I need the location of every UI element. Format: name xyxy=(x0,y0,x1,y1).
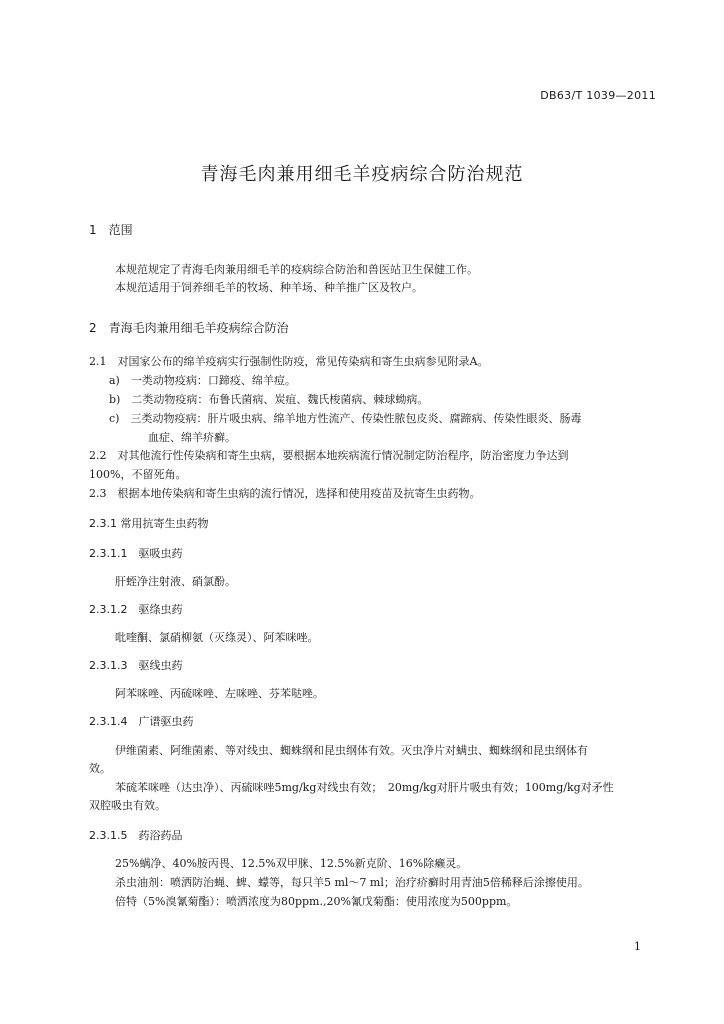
section-2-heading: 2 青海毛肉兼用细毛羊疫病综合防治 xyxy=(89,321,289,335)
paragraph: 阿苯咪唑、丙硫咪唑、左咪唑、芬苯哒唑。 xyxy=(115,687,324,700)
clause-2-2-continued: 100%，不留死角。 xyxy=(89,468,187,481)
paragraph: 苯硫苯咪唑（达虫净）、丙硫咪唑5mg/kg对线虫有效； 20mg/kg对肝片吸虫有效；100mg/kg对矛性 xyxy=(115,781,614,794)
paragraph: 杀虫油剂：喷洒防治蝇、蜱、蠓等，每只羊5 ml～7 ml；治疗疥癣时用青油5倍稀释后涂擦使用。 xyxy=(115,876,589,889)
heading-2-3-1-5: 2.3.1.5 药浴药品 xyxy=(89,829,183,842)
page-number: 1 xyxy=(634,940,641,953)
paragraph: 倍特（5%溴氰菊酯）：喷洒浓度为80ppm.,20%氰戊菊酯：使用浓度为500ppm。 xyxy=(115,895,518,908)
paragraph: 本规范适用于饲养细毛羊的牧场、种羊场、种羊推广区及牧户。 xyxy=(115,281,423,294)
section-1-heading: 1 范围 xyxy=(89,223,133,237)
list-item-c: c) 三类动物疫病：肝片吸虫病、绵羊地方性流产、传染性脓包皮炎、腐蹄病、传染性眼炎、肠毒 xyxy=(109,412,582,425)
clause-2-3: 2.3 根据本地传染病和寄生虫病的流行情况，选择和使用疫苗及抗寄生虫药物。 xyxy=(89,487,481,500)
paragraph: 本规范规定了青海毛肉兼用细毛羊的疫病综合防治和兽医站卫生保健工作。 xyxy=(115,263,478,276)
paragraph-continued: 效。 xyxy=(89,762,111,775)
heading-2-3-1-4: 2.3.1.4 广谱驱虫药 xyxy=(89,715,194,728)
paragraph: 肝蛭净注射液、硝氯酚。 xyxy=(115,575,236,588)
list-item-c-continued: 血症、绵羊疥癣。 xyxy=(148,431,236,444)
list-item-a: a) 一类动物疫病：口蹄疫、绵羊痘。 xyxy=(109,374,296,387)
heading-2-3-1-1: 2.3.1.1 驱吸虫药 xyxy=(89,547,183,560)
heading-2-3-1: 2.3.1 常用抗寄生虫药物 xyxy=(89,517,209,530)
document-title: 青海毛肉兼用细毛羊疫病综合防治规范 xyxy=(200,164,524,185)
paragraph: 25%螨净、40%胺丙畏、12.5%双甲脒、12.5%新克阶、16%除癞灵。 xyxy=(115,857,468,870)
paragraph: 吡喹酮、氯硝柳氨（灭绦灵）、阿苯咪唑。 xyxy=(115,631,319,644)
clause-2-1: 2.1 对国家公布的绵羊疫病实行强制性防疫，常见传染病和寄生虫病参见附录A。 xyxy=(89,355,489,368)
heading-2-3-1-2: 2.3.1.2 驱绦虫药 xyxy=(89,603,183,616)
paragraph-continued: 双腔吸虫有效。 xyxy=(89,799,166,812)
heading-2-3-1-3: 2.3.1.3 驱线虫药 xyxy=(89,659,183,672)
list-item-b: b) 二类动物疫病：布鲁氏菌病、炭疽、魏氏梭菌病、棘球蚴病。 xyxy=(109,393,429,406)
standard-number: DB63/T 1039—2011 xyxy=(540,89,656,102)
paragraph: 伊维菌素、阿维菌素、等对线虫、蜘蛛纲和昆虫纲体有效。灭虫净片对螨虫、蜘蛛纲和昆虫纲体有 xyxy=(115,744,588,757)
clause-2-2: 2.2 对其他流行性传染病和寄生虫病，要根据本地疾病流行情况制定防治程序，防治密度力争达到 xyxy=(89,449,569,462)
